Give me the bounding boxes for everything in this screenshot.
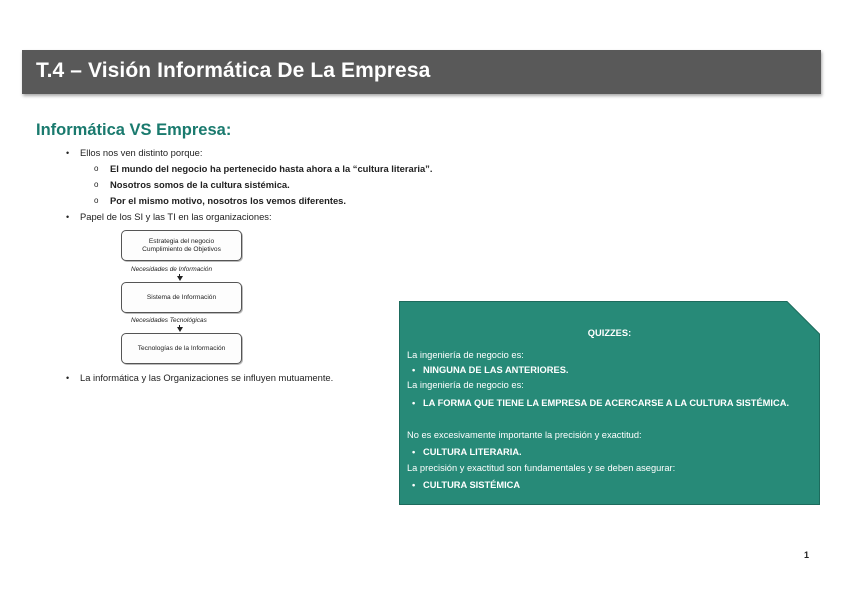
sub-bullet-glyph: o	[94, 180, 99, 189]
bullet-glyph: •	[412, 398, 416, 408]
bullet-glyph: •	[66, 373, 70, 383]
bullet-glyph: •	[412, 480, 416, 490]
list-item	[66, 147, 203, 159]
section-heading: Informática VS Empresa:	[36, 121, 232, 139]
quiz-answer-text: CULTURA SISTÉMICA	[423, 480, 521, 490]
quiz-answer	[412, 446, 793, 458]
bullet-glyph: •	[412, 447, 416, 457]
it-box-text: Tecnologías de la Información	[137, 344, 226, 352]
page-number: 1	[804, 550, 810, 560]
sub-bullet-glyph: o	[94, 164, 99, 173]
sub-bullet-text: Por el mismo motivo, nosotros los vemos diferentes.	[110, 195, 346, 206]
sub-bullet-text: Nosotros somos de la cultura sistémica.	[110, 179, 290, 190]
bullet-glyph: •	[66, 148, 70, 158]
bullet-text: Papel de los SI y las TI en las organizaciones:	[80, 211, 272, 222]
down-arrow-icon	[177, 327, 183, 332]
quiz-answer-text: CULTURA LITERARIA.	[423, 447, 522, 457]
quiz-title: QUIZZES:	[587, 328, 632, 338]
quiz-question: No es excesivamente importante la precisión y exactitud:	[407, 430, 642, 440]
bullet-text: La informática y las Organizaciones se influyen mutuamente.	[80, 372, 334, 383]
sub-bullet-text: El mundo del negocio ha pertenecido hasta ahora a la “cultura literaria”.	[110, 163, 433, 174]
quiz-question: La ingeniería de negocio es:	[407, 380, 524, 390]
tech-needs-label: Necesidades Tecnológicas	[131, 317, 207, 324]
list-item	[66, 211, 272, 223]
quiz-question: La precisión y exactitud son fundamentales y se deben asegurar:	[407, 463, 676, 473]
it-box	[121, 333, 242, 364]
bullet-text: Ellos nos ven distinto porque:	[80, 147, 203, 158]
bullet-glyph: •	[66, 212, 70, 222]
quiz-callout	[399, 301, 820, 505]
quiz-answer-text: LA FORMA QUE TIENE LA EMPRESA DE ACERCARSE A LA CULTURA SISTÉMICA.	[423, 398, 790, 408]
quiz-answer	[412, 364, 793, 376]
page-title: T.4 – Visión Informática De La Empresa	[36, 59, 431, 82]
quiz-answer-text: NINGUNA DE LAS ANTERIORES.	[423, 365, 569, 375]
quiz-question: La ingeniería de negocio es:	[407, 350, 524, 360]
sub-bullet-glyph: o	[94, 196, 99, 205]
info-system-box	[121, 282, 242, 313]
strategy-box-line2: Cumplimiento de Objetivos	[142, 245, 221, 253]
strategy-box	[121, 230, 242, 261]
list-item	[94, 163, 433, 175]
list-item	[94, 195, 346, 207]
list-item	[66, 372, 334, 384]
info-needs-label: Necesidades de Información	[131, 266, 212, 273]
strategy-box-line1: Estrategia del negocio	[148, 237, 215, 245]
list-item	[94, 179, 290, 191]
down-arrow-icon	[177, 276, 183, 281]
quiz-answer	[412, 479, 793, 491]
info-system-box-text: Sistema de Información	[146, 293, 217, 301]
quiz-answer	[412, 397, 793, 409]
bullet-glyph: •	[412, 365, 416, 375]
title-banner	[22, 50, 821, 94]
